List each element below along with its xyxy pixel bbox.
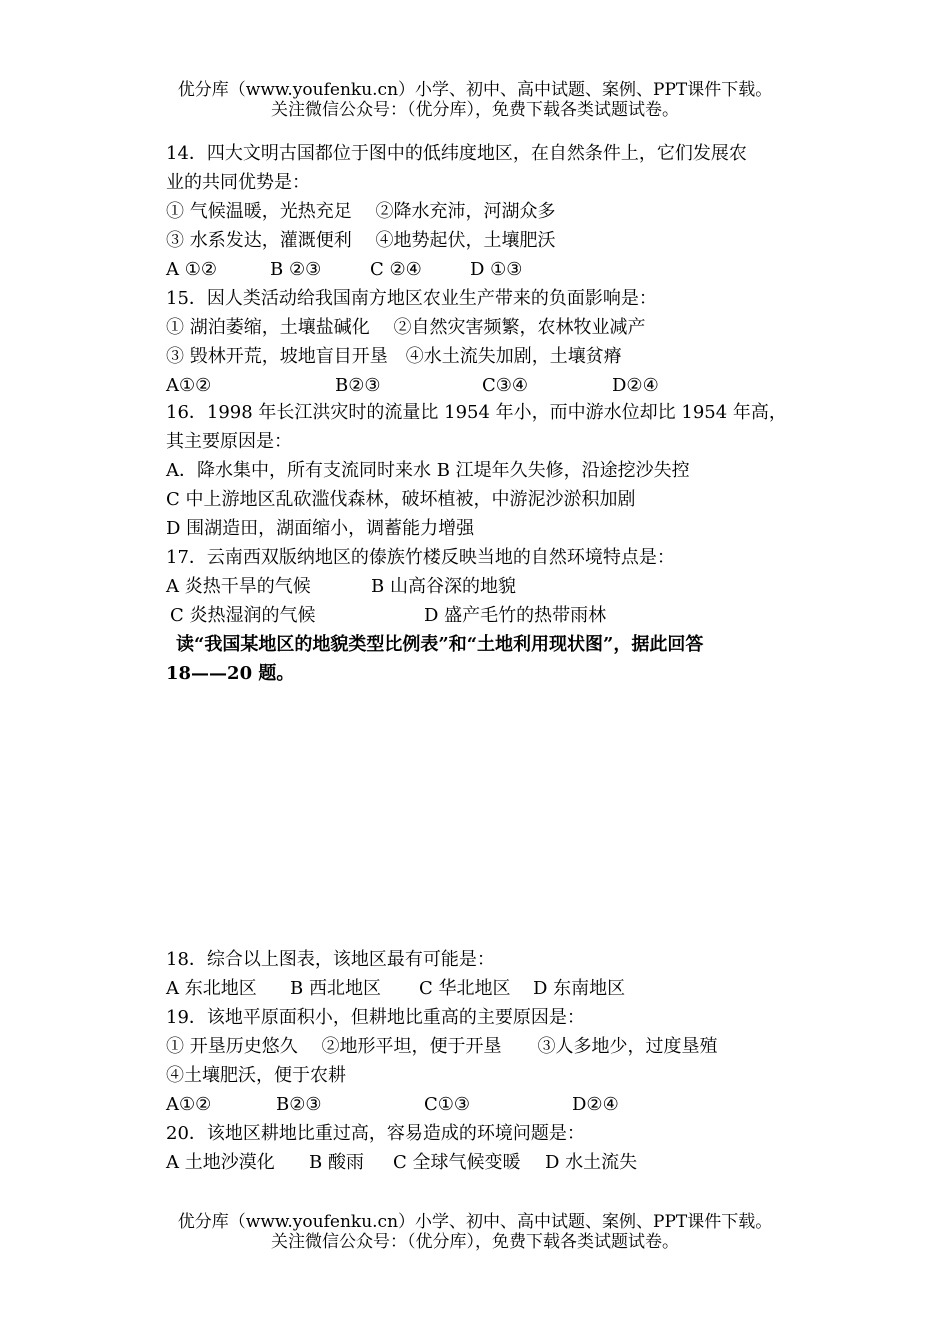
q19-choice-c: C①③ [424, 1094, 471, 1115]
q15-options-line-2: ③ 毁林开荒，坡地盲目开垦 ④水土流失加剧，土壤贫瘠 [166, 346, 622, 367]
q18-stem: 18．综合以上图表，该地区最有可能是： [166, 949, 495, 970]
q14-stem-line-1: 14．四大文明古国都位于图中的低纬度地区，在自然条件上，它们发展农 [166, 143, 747, 164]
q18-choice-d: D 东南地区 [533, 978, 626, 999]
header-line-1: 优分库（www.youfenku.cn）小学、初中、高中试题、案例、PPT课件下载。 [177, 80, 773, 100]
q19-choice-d: D②④ [572, 1094, 619, 1115]
q15-stem: 15．因人类活动给我国南方地区农业生产带来的负面影响是： [166, 288, 657, 309]
q18-choice-c: C 华北地区 [419, 978, 511, 999]
footer-line-1: 优分库（www.youfenku.cn）小学、初中、高中试题、案例、PPT课件下载。 [177, 1212, 773, 1232]
q17-choice-b: B 山高谷深的地貌 [371, 576, 516, 597]
q16-option-d: D 围湖造田，湖面缩小，调蓄能力增强 [166, 518, 475, 539]
page-header [0, 80, 950, 120]
q15-choice-d: D②④ [612, 375, 659, 396]
instruction-line-1: 读“我国某地区的地貌类型比例表”和“土地利用现状图”，据此回答 [176, 634, 704, 655]
q15-choice-a: A①② [166, 375, 212, 396]
q14-choice-a: A ①② [166, 259, 217, 280]
q17-choice-a: A 炎热干旱的气候 [166, 576, 311, 597]
q20-stem: 20．该地区耕地比重过高，容易造成的环境问题是： [166, 1123, 585, 1144]
q18-choice-a: A 东北地区 [166, 978, 257, 999]
q14-options-line-2: ③ 水系发达，灌溉便利 ④地势起伏，土壤肥沃 [166, 230, 556, 251]
q16-stem-line-1: 16．1998 年长江洪灾时的流量比 1954 年小，而中游水位却比 1954 年高， [166, 402, 787, 423]
q19-options-line-1: ① 开垦历史悠久 ②地形平坦，便于开垦 ③人多地少，过度垦殖 [166, 1036, 718, 1057]
q15-choice-b: B②③ [335, 375, 381, 396]
q20-choice-c: C 全球气候变暖 [393, 1152, 521, 1173]
q20-choice-b: B 酸雨 [309, 1152, 364, 1173]
q18-choice-b: B 西北地区 [290, 978, 381, 999]
footer-line-2: 关注微信公众号：（优分库），免费下载各类试题试卷。 [271, 1232, 679, 1252]
q16-stem-line-2: 其主要原因是： [166, 431, 292, 452]
q14-choice-b: B ②③ [270, 259, 322, 280]
q17-choice-c: C 炎热湿润的气候 [170, 605, 316, 626]
q20-choice-a: A 土地沙漠化 [166, 1152, 275, 1173]
q14-options-line-1: ① 气候温暖，光热充足 ②降水充沛，河湖众多 [166, 201, 556, 222]
q14-choice-d: D ①③ [470, 259, 523, 280]
q20-choice-d: D 水土流失 [545, 1152, 638, 1173]
q19-stem: 19．该地平原面积小，但耕地比重高的主要原因是： [166, 1007, 585, 1028]
q19-options-line-2: ④土壤肥沃，便于农耕 [166, 1065, 346, 1086]
q15-options-line-1: ① 湖泊萎缩，土壤盐碱化 ②自然灾害频繁，农林牧业减产 [166, 317, 646, 338]
q19-choice-a: A①② [166, 1094, 212, 1115]
q14-choice-c: C ②④ [370, 259, 422, 280]
q15-choice-c: C③④ [482, 375, 529, 396]
page-footer [0, 1212, 950, 1252]
q16-option-c: C 中上游地区乱砍滥伐森林，破坏植被，中游泥沙淤积加剧 [166, 489, 636, 510]
q14-stem-line-2: 业的共同优势是： [166, 172, 310, 193]
header-line-2: 关注微信公众号：（优分库），免费下载各类试题试卷。 [271, 100, 679, 120]
q16-option-ab: A．降水集中，所有支流同时来水 B 江堤年久失修，沿途挖沙失控 [166, 460, 690, 481]
q17-choice-d: D 盛产毛竹的热带雨林 [424, 605, 607, 626]
q17-stem: 17．云南西双版纳地区的傣族竹楼反映当地的自然环境特点是： [166, 547, 675, 568]
instruction-line-2: 18——20 题。 [166, 663, 295, 684]
q19-choice-b: B②③ [276, 1094, 322, 1115]
